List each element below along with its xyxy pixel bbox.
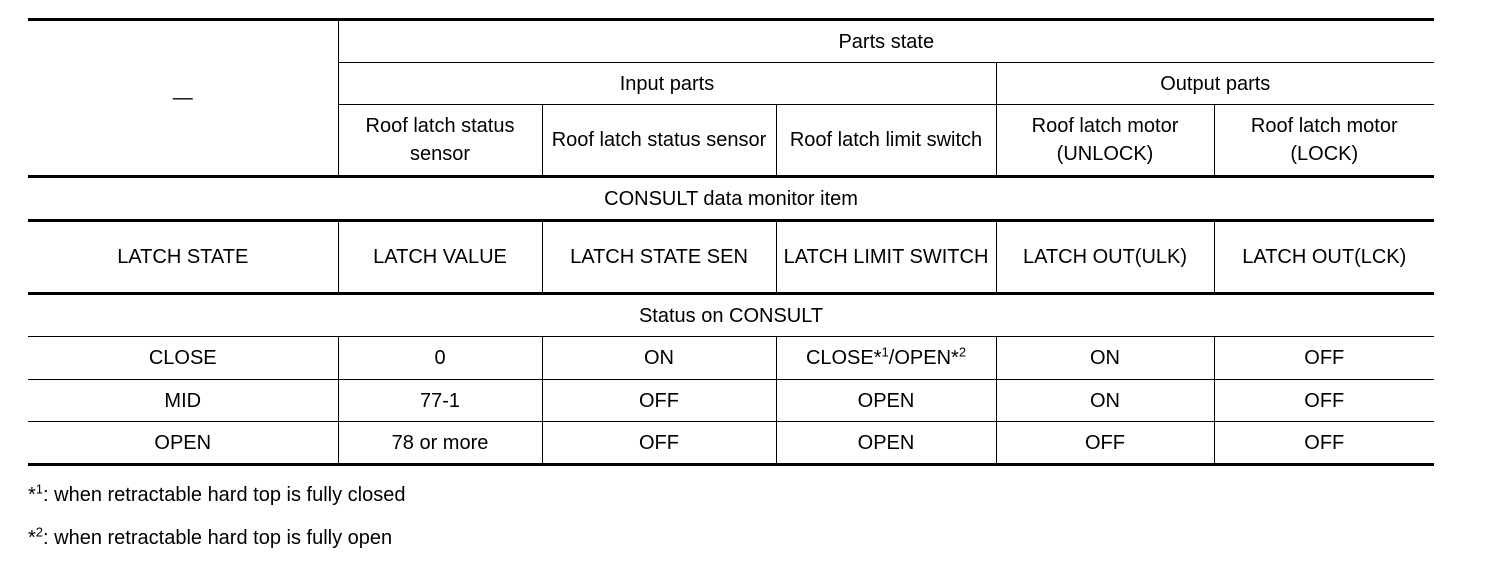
item-cell: LATCH OUT(LCK): [1214, 221, 1434, 294]
footnote-2: *$^2$: when retractable hard top is fully open: [28, 524, 393, 549]
footnote-ref-2: 2: [958, 344, 967, 360]
item-cell: LATCH LIMIT SWITCH: [776, 221, 996, 294]
limit-close-text: CLOSE: [805, 347, 874, 369]
item-cell: LATCH OUT(ULK): [996, 221, 1214, 294]
header-row-parts-state: [28, 20, 1434, 63]
table-row: [28, 380, 1434, 422]
latch-status-table-container: [28, 18, 1434, 466]
item-cell: LATCH STATE: [28, 221, 338, 294]
status-label-row: [28, 294, 1434, 337]
ulk-cell: ON: [996, 337, 1214, 380]
latch-status-table: [28, 18, 1434, 466]
ulk-cell: OFF: [996, 422, 1214, 465]
lck-cell: OFF: [1214, 337, 1434, 380]
sen-cell: OFF: [542, 380, 776, 422]
input-parts-header: Input parts: [338, 63, 996, 105]
footnote-ref-1: 1: [881, 344, 889, 360]
part-header-cell: Roof latch limit switch: [776, 105, 996, 177]
limit-cell: OPEN: [776, 380, 996, 422]
footnote-1: *$^1$: when retractable hard top is fully closed: [28, 481, 406, 506]
part-header-cell: Roof latch status sensor: [338, 105, 542, 177]
limit-open-text: /OPEN: [888, 347, 952, 369]
table-row: [28, 422, 1434, 465]
consult-item-label-row: [28, 177, 1434, 221]
limit-cell: OPEN: [776, 422, 996, 465]
footnote-mark: 2: [35, 524, 44, 540]
item-cell: LATCH STATE SEN: [542, 221, 776, 294]
value-cell: 78 or more: [338, 422, 542, 465]
part-header-cell: Roof latch motor (UNLOCK): [996, 105, 1214, 177]
state-cell: MID: [28, 380, 338, 422]
footnote-text: : when retractable hard top is fully closed: [43, 484, 406, 506]
corner-cell: —: [28, 20, 338, 177]
item-cell: LATCH VALUE: [338, 221, 542, 294]
footnotes: [28, 480, 405, 566]
value-cell: 0: [338, 337, 542, 380]
parts-state-header: Parts state: [338, 20, 1434, 63]
state-cell: OPEN: [28, 422, 338, 465]
ulk-cell: ON: [996, 380, 1214, 422]
footnote-text: : when retractable hard top is fully open: [43, 527, 393, 549]
lck-cell: OFF: [1214, 422, 1434, 465]
table-row: [28, 337, 1434, 380]
status-label: Status on CONSULT: [28, 294, 1434, 337]
value-cell: 77-1: [338, 380, 542, 422]
consult-item-label: CONSULT data monitor item: [28, 177, 1434, 221]
limit-cell: CLOSE*$^1$/OPEN*$^2$: [776, 337, 996, 380]
state-cell: CLOSE: [28, 337, 338, 380]
output-parts-header: Output parts: [996, 63, 1434, 105]
consult-items-row: [28, 221, 1434, 294]
footnote-mark: 1: [35, 481, 44, 497]
part-header-cell: Roof latch motor (LOCK): [1214, 105, 1434, 177]
sen-cell: OFF: [542, 422, 776, 465]
lck-cell: OFF: [1214, 380, 1434, 422]
part-header-cell: Roof latch status sensor: [542, 105, 776, 177]
sen-cell: ON: [542, 337, 776, 380]
